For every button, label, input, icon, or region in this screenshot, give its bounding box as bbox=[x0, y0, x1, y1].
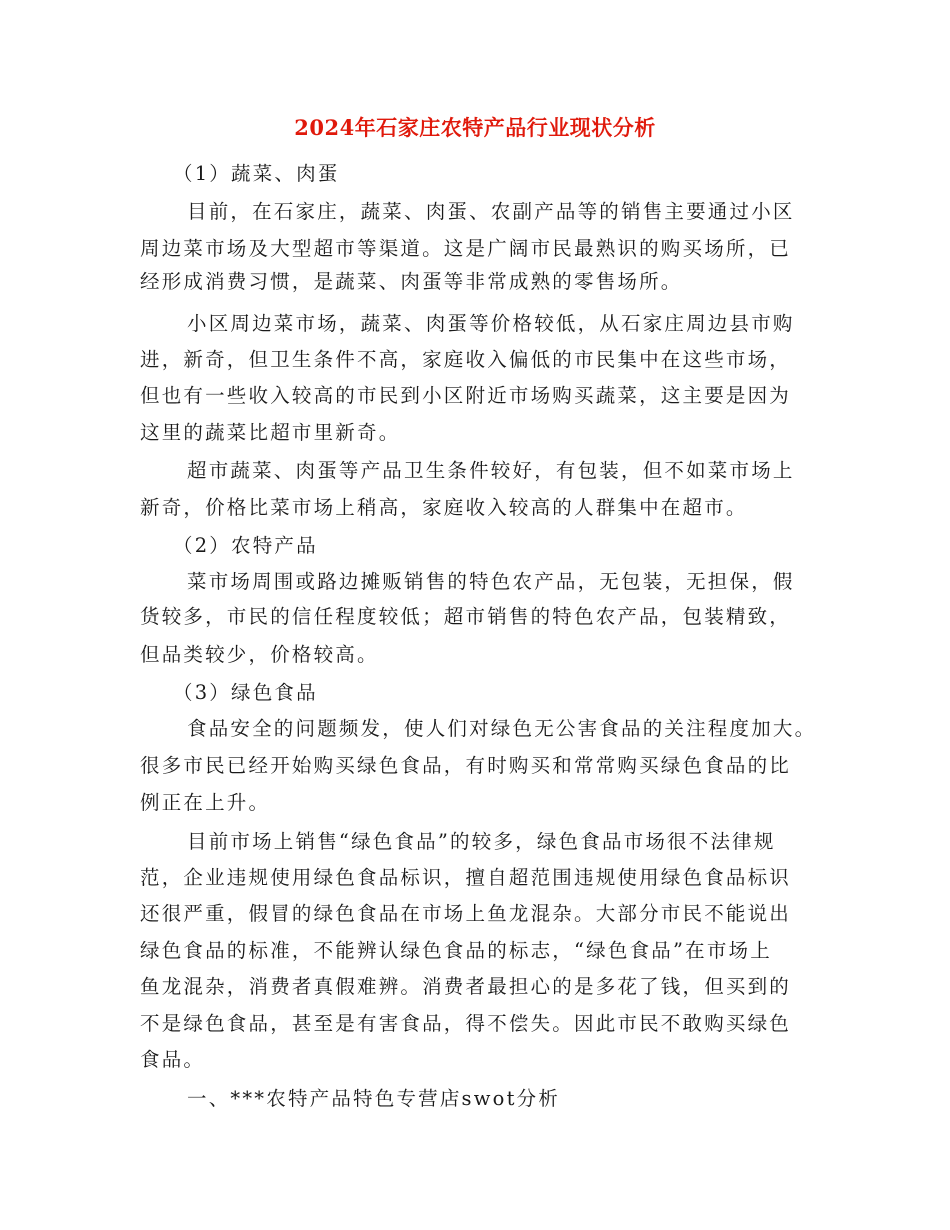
paragraph-line: 目前，在石家庄，蔬菜、肉蛋、农副产品等的销售主要通过小区 bbox=[187, 200, 795, 223]
paragraph-line: 但品类较少，价格较高。 bbox=[140, 643, 379, 666]
paragraph-line: 经形成消费习惯，是蔬菜、肉蛋等非常成熟的零售场所。 bbox=[140, 270, 683, 293]
paragraph-line: 鱼龙混杂，消费者真假难辨。消费者最担心的是多花了钱，但买到的 bbox=[140, 975, 792, 998]
paragraph-line: 但也有一些收入较高的市民到小区附近市场购买蔬菜，这主要是因为 bbox=[140, 384, 792, 407]
paragraph-line: 菜市场周围或路边摊贩销售的特色农产品，无包装，无担保，假 bbox=[187, 570, 795, 593]
section-heading-specialty-products: （2）农特产品 bbox=[173, 534, 318, 557]
paragraph-line: 例正在上升。 bbox=[140, 791, 271, 814]
paragraph-line: 货较多，市民的信任程度较低；超市销售的特色农产品，包装精致， bbox=[140, 605, 792, 628]
paragraph-line: 周边菜市场及大型超市等渠道。这是广阔市民最熟识的购买场所，已 bbox=[140, 237, 792, 260]
paragraph-line: 新奇，价格比菜市场上稍高，家庭收入较高的人群集中在超市。 bbox=[140, 496, 748, 519]
paragraph-line: 绿色食品的标准，不能辨认绿色食品的标志，“绿色食品”在市场上 bbox=[140, 939, 772, 962]
paragraph-line: 目前市场上销售“绿色食品”的较多，绿色食品市场很不法律规 bbox=[187, 830, 776, 853]
paragraph-line: 进，新奇，但卫生条件不高，家庭收入偏低的市民集中在这些市场， bbox=[140, 348, 792, 371]
paragraph-line: 超市蔬菜、肉蛋等产品卫生条件较好，有包装，但不如菜市场上 bbox=[187, 459, 795, 482]
paragraph-line: 食品安全的问题频发，使人们对绿色无公害食品的关注程度加大。 bbox=[187, 717, 817, 740]
section-heading-swot: 一、***农特产品特色专营店swot分析 bbox=[187, 1087, 561, 1110]
paragraph-line: 不是绿色食品，甚至是有害食品，得不偿失。因此市民不敢购买绿色 bbox=[140, 1012, 792, 1035]
section-heading-green-food: （3）绿色食品 bbox=[173, 681, 318, 704]
paragraph-line: 这里的蔬菜比超市里新奇。 bbox=[140, 421, 401, 444]
section-heading-vegetables-meat-eggs: （1）蔬菜、肉蛋 bbox=[173, 162, 340, 185]
paragraph-line: 还很严重，假冒的绿色食品在市场上鱼龙混杂。大部分市民不能说出 bbox=[140, 902, 792, 925]
paragraph-line: 小区周边菜市场，蔬菜、肉蛋等价格较低，从石家庄周边县市购 bbox=[187, 312, 795, 335]
document-title: 2024年石家庄农特产品行业现状分析 bbox=[294, 115, 656, 140]
paragraph-line: 很多市民已经开始购买绿色食品，有时购买和常常购买绿色食品的比 bbox=[140, 754, 792, 777]
paragraph-line: 范，企业违规使用绿色食品标识，擅自超范围违规使用绿色食品标识 bbox=[140, 866, 792, 889]
paragraph-line: 食品。 bbox=[140, 1048, 206, 1071]
